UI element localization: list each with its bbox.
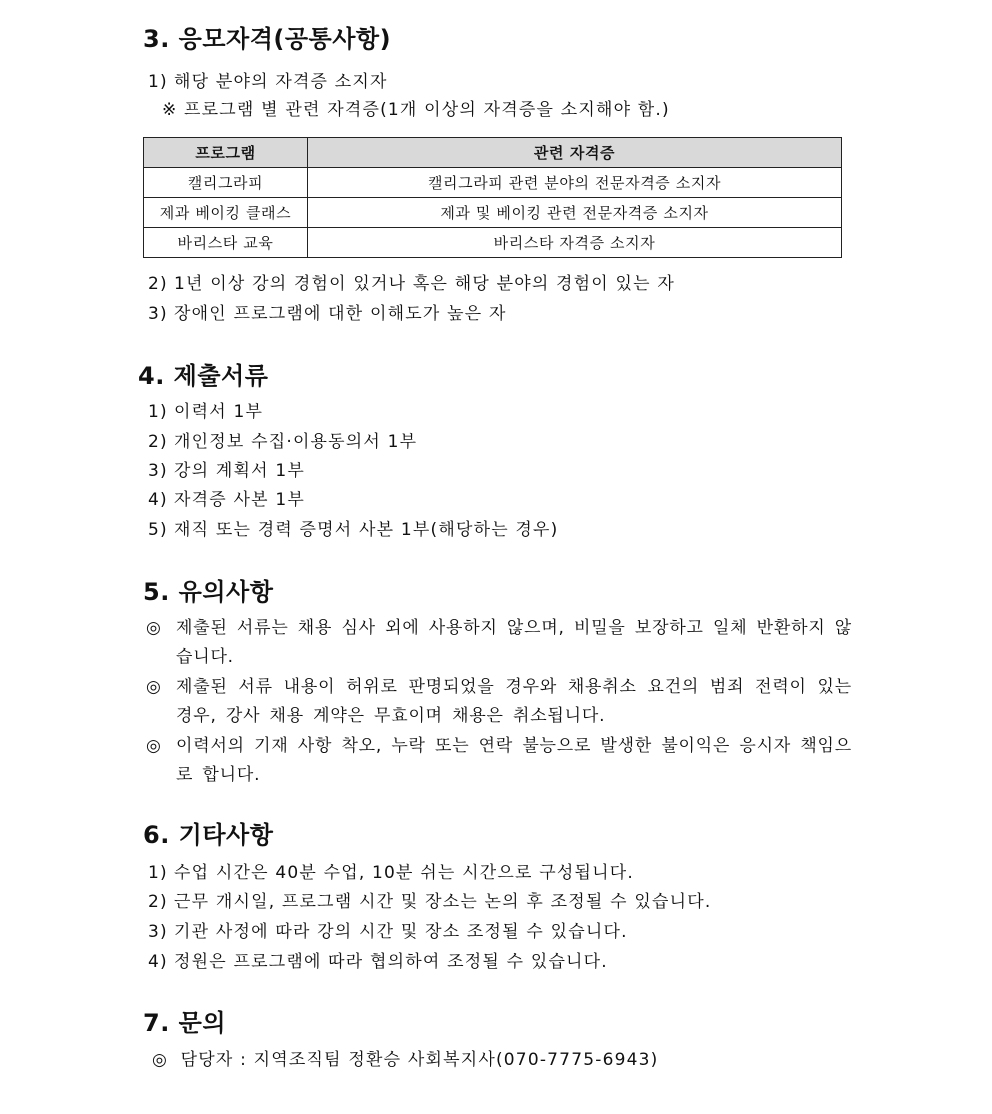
item-number: 2) bbox=[148, 432, 168, 452]
table-cell-program: 제과 베이킹 클래스 bbox=[144, 198, 308, 228]
document-item bbox=[148, 401, 263, 423]
table-cell-program: 캘리그라피 bbox=[144, 168, 308, 198]
contact-line bbox=[152, 1049, 658, 1071]
other-item bbox=[148, 862, 634, 884]
item-number: 2) bbox=[148, 274, 168, 294]
certificate-table bbox=[143, 137, 842, 258]
item-number: 4) bbox=[148, 490, 168, 510]
item-text: 1년 이상 강의 경험이 있거나 혹은 해당 분야의 경험이 있는 자 bbox=[174, 274, 675, 294]
other-item bbox=[148, 921, 628, 943]
qualification-item-1 bbox=[148, 71, 388, 93]
item-text: 정원은 프로그램에 따라 협의하여 조정될 수 있습니다. bbox=[174, 952, 608, 972]
item-number: 1) bbox=[148, 863, 168, 883]
item-number: 3) bbox=[148, 304, 168, 324]
contact-text: 담당자 : 지역조직팀 정환승 사회복지사(070-7775-6943) bbox=[180, 1050, 659, 1070]
table-row bbox=[144, 198, 842, 228]
item-number: 1) bbox=[148, 72, 168, 92]
other-item bbox=[148, 891, 711, 913]
section-title-contact: 7. 문의 bbox=[143, 1009, 227, 1037]
section-title-qualification: 3. 응모자격(공통사항) bbox=[143, 25, 392, 53]
notice-item bbox=[146, 614, 852, 672]
table-row bbox=[144, 228, 842, 258]
item-number: 3) bbox=[148, 461, 168, 481]
item-text: 강의 계획서 1부 bbox=[174, 461, 305, 481]
table-header-program: 프로그램 bbox=[144, 138, 308, 168]
other-item bbox=[148, 951, 608, 973]
item-number: 1) bbox=[148, 402, 168, 422]
item-number: 2) bbox=[148, 892, 168, 912]
table-cell-program: 바리스타 교육 bbox=[144, 228, 308, 258]
notice-text: 제출된 서류 내용이 허위로 판명되었을 경우와 채용취소 요건의 범죄 전력이 있는 경우, 강사 채용 계약은 무효이며 채용은 취소됩니다. bbox=[176, 677, 852, 726]
item-number: 3) bbox=[148, 922, 168, 942]
qualification-item-2 bbox=[148, 273, 675, 295]
document-item bbox=[148, 460, 305, 482]
double-circle-icon: ◎ bbox=[152, 1050, 169, 1070]
item-text: 장애인 프로그램에 대한 이해도가 높은 자 bbox=[174, 304, 507, 324]
item-text: 근무 개시일, 프로그램 시간 및 장소는 논의 후 조정될 수 있습니다. bbox=[174, 892, 712, 912]
table-cell-certificate: 제과 및 베이킹 관련 전문자격증 소지자 bbox=[308, 198, 842, 228]
double-circle-icon: ◎ bbox=[146, 736, 162, 756]
item-number: 4) bbox=[148, 952, 168, 972]
double-circle-icon: ◎ bbox=[146, 618, 162, 638]
section-title-other: 6. 기타사항 bbox=[143, 821, 274, 849]
table-header-certificate: 관련 자격증 bbox=[308, 138, 842, 168]
item-text: 이력서 1부 bbox=[174, 402, 264, 422]
document-item bbox=[148, 489, 305, 511]
notice-text: 제출된 서류는 채용 심사 외에 사용하지 않으며, 비밀을 보장하고 일체 반환하지 않습니다. bbox=[176, 618, 852, 667]
certificate-note: ※ 프로그램 별 관련 자격증(1개 이상의 자격증을 소지해야 함.) bbox=[162, 100, 670, 120]
notice-text: 이력서의 기재 사항 착오, 누락 또는 연락 불능으로 발생한 불이익은 응시자 책임으로 합니다. bbox=[176, 736, 852, 785]
item-text: 수업 시간은 40분 수업, 10분 쉬는 시간으로 구성됩니다. bbox=[174, 863, 634, 883]
document-item bbox=[148, 431, 417, 453]
notice-item bbox=[146, 673, 852, 731]
section-title-documents: 4. 제출서류 bbox=[138, 362, 269, 390]
item-text: 자격증 사본 1부 bbox=[174, 490, 305, 510]
qualification-item-3 bbox=[148, 303, 507, 325]
notice-item bbox=[146, 732, 852, 790]
table-row bbox=[144, 168, 842, 198]
item-text: 기관 사정에 따라 강의 시간 및 장소 조정될 수 있습니다. bbox=[174, 922, 628, 942]
table-cell-certificate: 캘리그라피 관련 분야의 전문자격증 소지자 bbox=[308, 168, 842, 198]
item-text: 해당 분야의 자격증 소지자 bbox=[174, 72, 388, 92]
table-cell-certificate: 바리스타 자격증 소지자 bbox=[308, 228, 842, 258]
item-number: 5) bbox=[148, 520, 168, 540]
section-title-notice: 5. 유의사항 bbox=[143, 578, 274, 606]
item-text: 개인정보 수집·이용동의서 1부 bbox=[174, 432, 418, 452]
item-text: 재직 또는 경력 증명서 사본 1부(해당하는 경우) bbox=[174, 520, 559, 540]
document-item bbox=[148, 519, 559, 541]
double-circle-icon: ◎ bbox=[146, 677, 162, 697]
table-header-row bbox=[144, 138, 842, 168]
